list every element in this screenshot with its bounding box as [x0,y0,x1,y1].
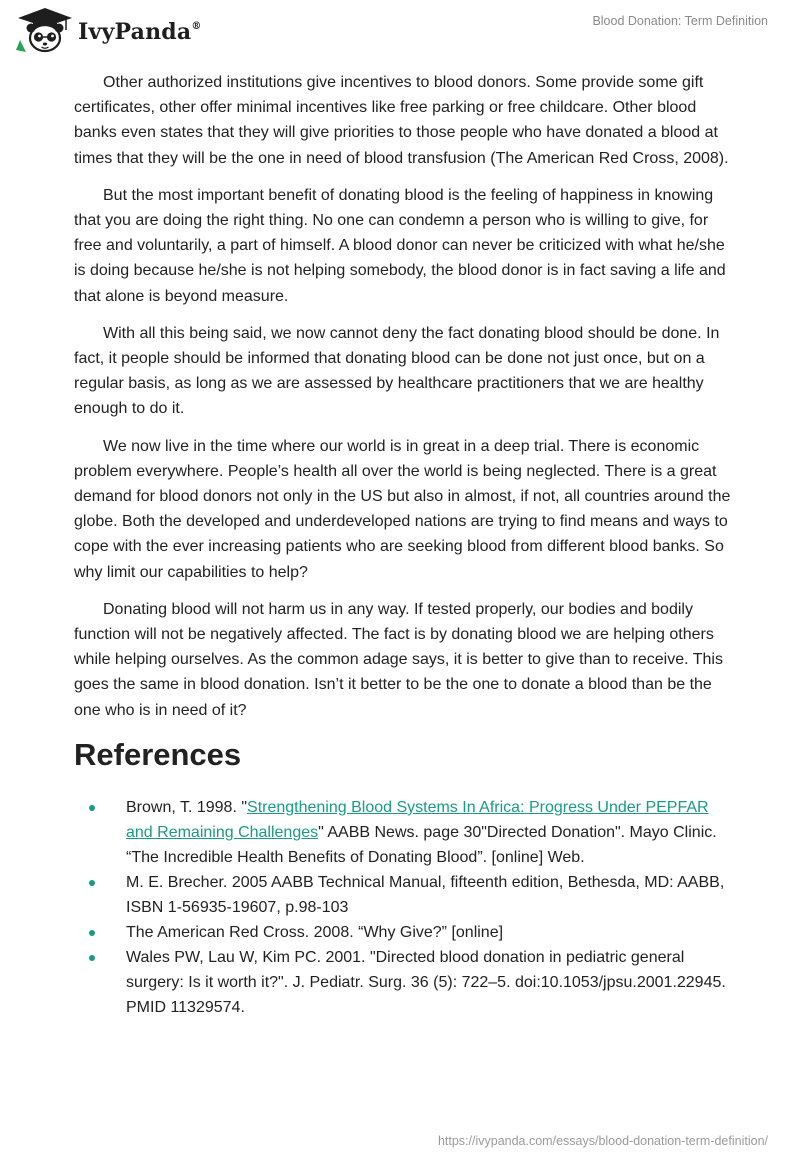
page-header [0,0,800,62]
paragraph: Donating blood will not harm us in any way. If tested properly, our bodies and bodily function will not be negatively affected. The fact is by donating blood we are helping others while helping ourselves. As the common adage says, it is better to give than to receive. This goes the same in blood donation. Isn’t it better to be the one to donate a blood than be the one who is in need of it? [74,600,723,719]
reference-link[interactable]: Strengthening Blood Systems In Africa: Progress Under PEPFAR and Remaining Challenges [126,798,709,841]
paragraph: With all this being said, we now cannot deny the fact donating blood should be done. In fact, it people should be informed that donating blood can be done not just once, but on a regular basis, as long as we are assessed by healthcare practitioners that we are healthy enough to do it. [74,324,720,418]
paragraph: Other authorized institutions give incentives to blood donors. Some provide some gift certificates, other offer minimal incentives like free parking or free childcare. Other blood banks even states that they will give priorities to those people who have donated a blood at times that they will be the one in need of blood transfusion (The American Red Cross, 2008). [74,74,729,167]
bullet-icon [89,805,95,811]
document-title: Blood Donation: Term Definition [592,14,768,28]
reference-item [74,945,734,1020]
reference-text: The American Red Cross. 2008. “Why Give?” [online] [126,923,504,941]
reference-text: Wales PW, Lau W, Kim PC. 2001. "Directed blood donation in pediatric general surgery: Is it worth it?". J. Pediatr. Surg. 36 (5): 722–5. doi:10.1053/jpsu.2001.22945. PMID 11329574. [126,948,726,1016]
bullet-icon [89,880,95,886]
brand-name[interactable]: IvyPanda® [78,19,202,45]
source-url[interactable]: https://ivypanda.com/essays/blood-donation-term-definition/ [437,1134,768,1148]
panda-graduate-icon[interactable] [14,6,76,56]
registered-mark: ® [191,20,202,32]
references-list [74,795,734,1020]
reference-item [74,795,734,870]
references-heading: References [74,736,242,772]
bullet-icon [89,930,95,936]
bullet-icon [89,955,95,961]
reference-text: M. E. Brecher. 2005 AABB Technical Manual, fifteenth edition, Bethesda, MD: AABB, ISBN 1-56935-19607, p.98-103 [126,873,725,916]
reference-item [74,870,734,920]
paragraph: But the most important benefit of donating blood is the feeling of happiness in knowing that you are doing the right thing. No one can condemn a person who is willing to give, for free and voluntarily, a part of himself. A blood donor can never be criticized with what he/she is doing because he/she is not helping somebody, the blood donor is in fact saving a life and that alone is beyond measure. [74,186,726,305]
paragraph: We now live in the time where our world is in great in a deep trial. There is economic problem everywhere. People’s health all over the world is being neglected. There is a great demand for blood donors not only in the US but also in almost, if not, all countries around the globe. Both the developed and underdeveloped nations are trying to find means and ways to cope with the ever increasing patients who are seeking blood from different blood banks. So why limit our capabilities to help? [74,437,731,581]
reference-text: Brown, T. 1998. " [126,798,248,816]
essay-body [74,70,734,1020]
reference-text: " AABB News. page 30"Directed Donation". Mayo Clinic. “The Incredible Health Benefits of Donating Blood”. [online] Web. [126,823,717,866]
reference-item [74,920,734,945]
